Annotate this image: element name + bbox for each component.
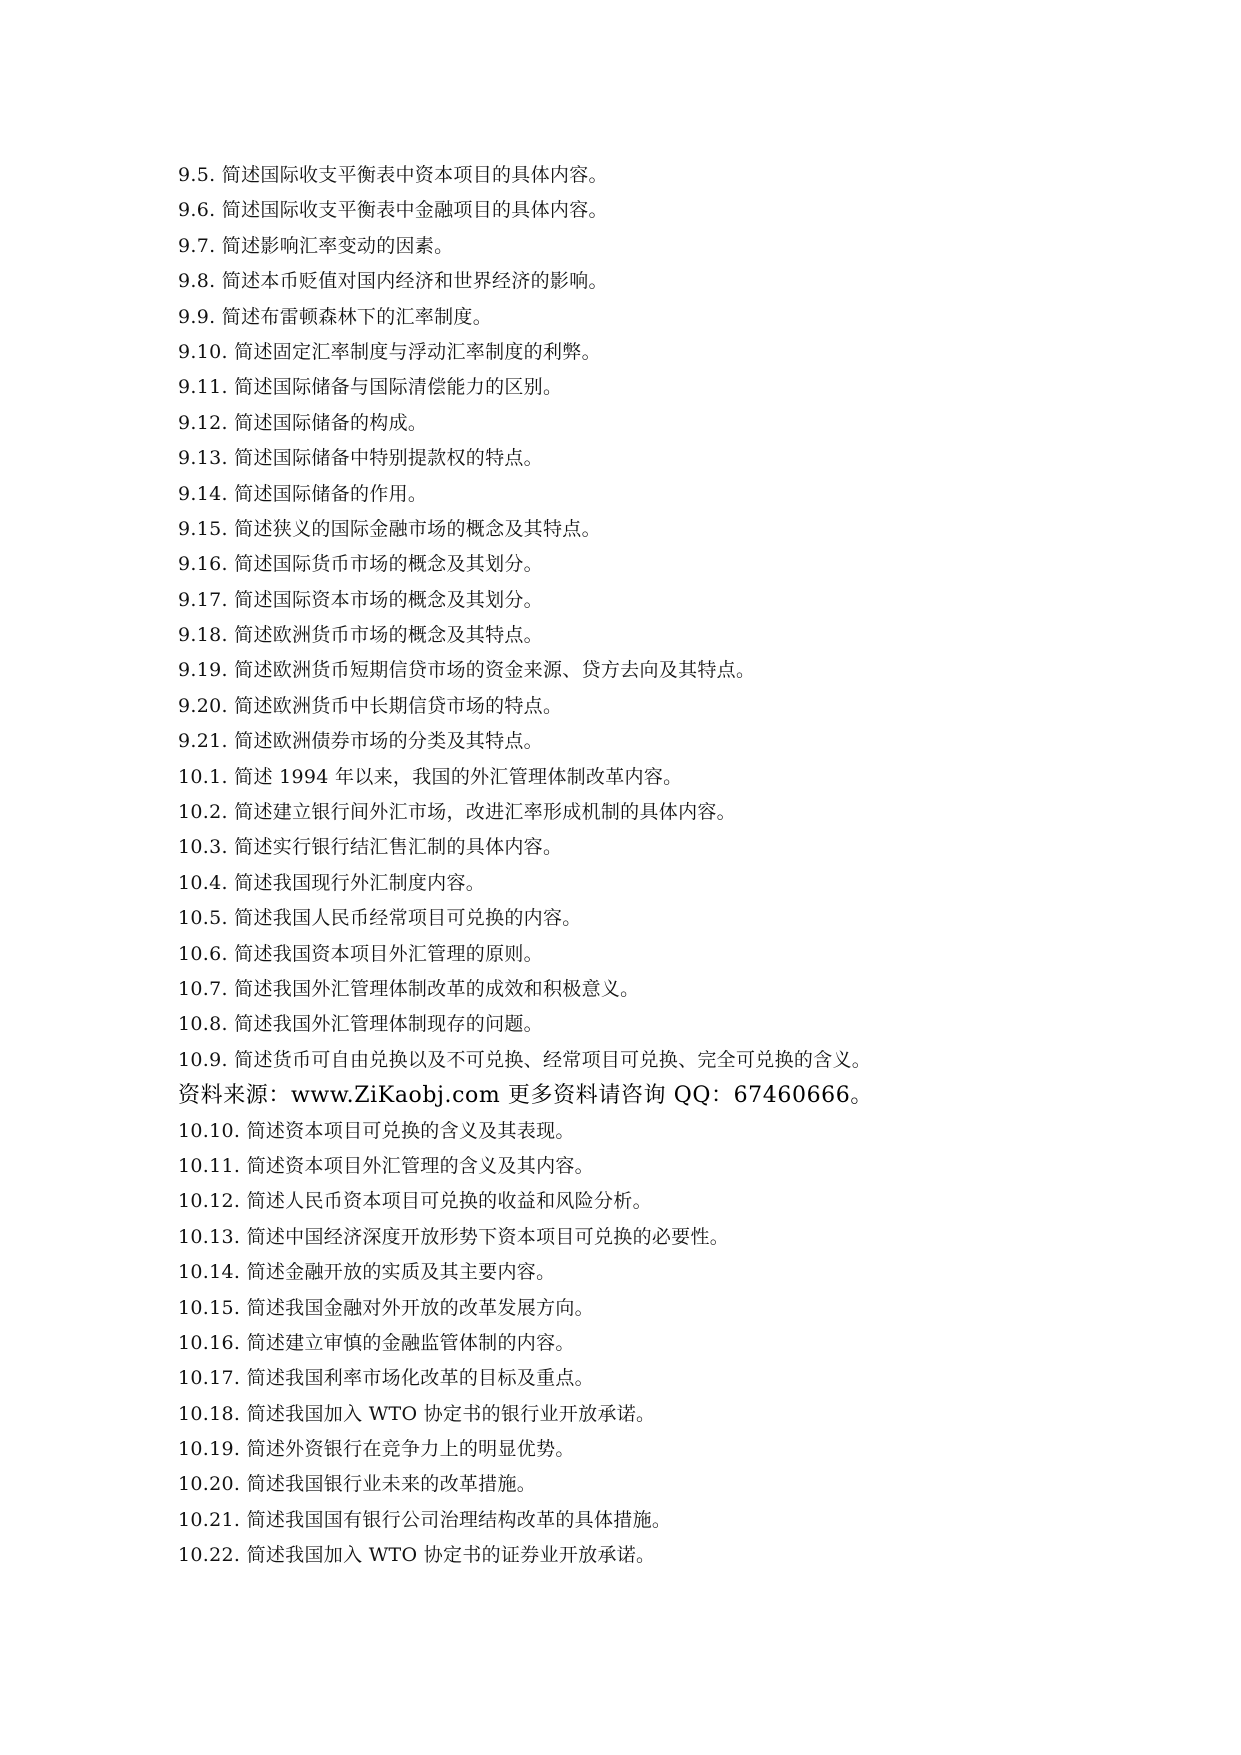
question-line: 9.11. 简述国际储备与国际清偿能力的区别。 [178,376,563,399]
question-line: 9.9. 简述布雷顿森林下的汇率制度。 [178,305,492,328]
question-line: 10.20. 简述我国银行业未来的改革措施。 [178,1473,537,1496]
question-line: 10.22. 简述我国加入 WTO 协定书的证券业开放承诺。 [178,1544,656,1567]
question-line: 10.7. 简述我国外汇管理体制改革的成效和积极意义。 [178,977,640,1000]
question-line: 10.19. 简述外资银行在竞争力上的明显优势。 [178,1438,575,1461]
question-line: 10.13. 简述中国经济深度开放形势下资本项目可兑换的必要性。 [178,1225,730,1248]
source-note: 资料来源：www.ZiKaobj.com 更多资料请咨询 QQ：67460666。 [178,1083,873,1109]
question-line: 10.12. 简述人民币资本项目可兑换的收益和风险分析。 [178,1190,652,1213]
question-line: 10.14. 简述金融开放的实质及其主要内容。 [178,1261,556,1284]
question-line: 9.18. 简述欧洲货币市场的概念及其特点。 [178,624,543,647]
question-line: 9.16. 简述国际货币市场的概念及其划分。 [178,553,543,576]
question-line: 9.20. 简述欧洲货币中长期信贷市场的特点。 [178,694,563,717]
question-line: 9.7. 简述影响汇率变动的因素。 [178,234,454,257]
question-line: 10.15. 简述我国金融对外开放的改革发展方向。 [178,1296,594,1319]
question-line: 10.21. 简述我国国有银行公司治理结构改革的具体措施。 [178,1508,672,1531]
question-line: 9.14. 简述国际储备的作用。 [178,482,428,505]
question-line: 10.3. 简述实行银行结汇售汇制的具体内容。 [178,836,563,859]
question-line: 10.10. 简述资本项目可兑换的含义及其表现。 [178,1119,575,1142]
question-line: 10.9. 简述货币可自由兑换以及不可兑换、经常项目可兑换、完全可兑换的含义。 [178,1048,872,1071]
question-line: 10.6. 简述我国资本项目外汇管理的原则。 [178,942,543,965]
question-line: 9.21. 简述欧洲债券市场的分类及其特点。 [178,730,543,753]
question-line: 9.13. 简述国际储备中特别提款权的特点。 [178,447,543,470]
question-line: 9.17. 简述国际资本市场的概念及其划分。 [178,588,543,611]
question-line: 9.15. 简述狭义的国际金融市场的概念及其特点。 [178,517,601,540]
question-list [178,158,1178,1574]
question-line: 9.8. 简述本币贬值对国内经济和世界经济的影响。 [178,270,608,293]
question-line: 9.5. 简述国际收支平衡表中资本项目的具体内容。 [178,164,608,186]
question-line: 10.18. 简述我国加入 WTO 协定书的银行业开放承诺。 [178,1402,656,1425]
question-line: 10.4. 简述我国现行外汇制度内容。 [178,871,486,894]
question-line: 10.16. 简述建立审慎的金融监管体制的内容。 [178,1331,575,1354]
question-line: 9.19. 简述欧洲货币短期信贷市场的资金来源、贷方去向及其特点。 [178,659,756,682]
question-line: 9.6. 简述国际收支平衡表中金融项目的具体内容。 [178,199,608,222]
question-line: 10.11. 简述资本项目外汇管理的含义及其内容。 [178,1154,594,1177]
question-line: 10.8. 简述我国外汇管理体制现存的问题。 [178,1013,543,1036]
question-line: 10.17. 简述我国利率市场化改革的目标及重点。 [178,1367,594,1390]
question-line: 9.10. 简述固定汇率制度与浮动汇率制度的利弊。 [178,340,601,363]
question-line: 9.12. 简述国际储备的构成。 [178,411,428,434]
question-line: 10.5. 简述我国人民币经常项目可兑换的内容。 [178,907,582,930]
question-line: 10.1. 简述 1994 年以来，我国的外汇管理体制改革内容。 [178,765,683,788]
question-line: 10.2. 简述建立银行间外汇市场，改进汇率形成机制的具体内容。 [178,801,736,824]
